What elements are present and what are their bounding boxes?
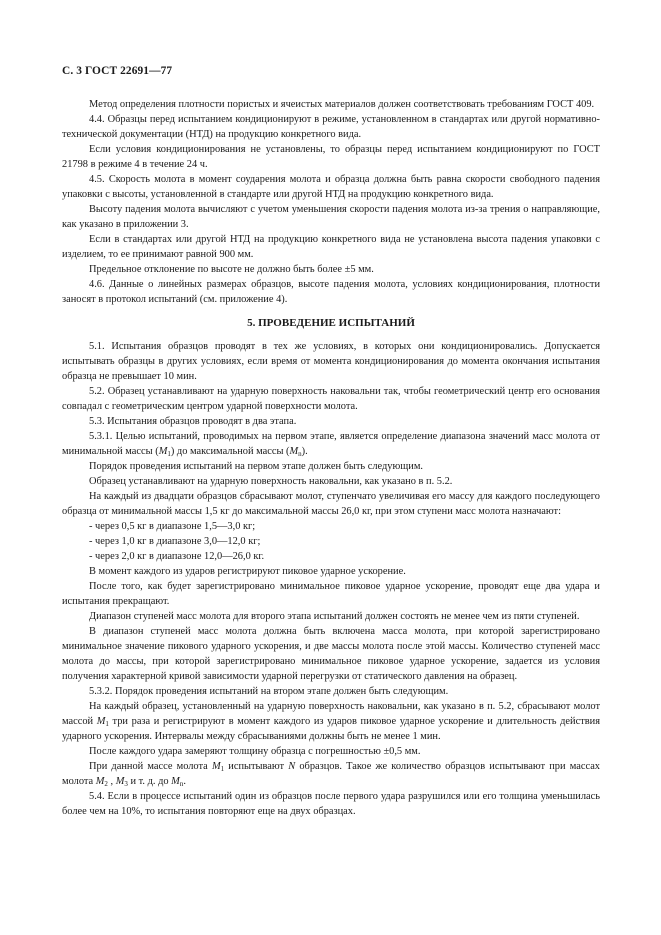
variable: M <box>289 446 299 457</box>
paragraph: Высоту падения молота вычисляют с учетом уменьшения скорости падения молота из-за трения о направляющие, как указано в приложении 3. <box>62 204 600 230</box>
subscript: n <box>298 450 302 458</box>
variable: M <box>211 761 221 772</box>
subscript: 1 <box>105 720 109 728</box>
subscript: 3 <box>124 780 128 788</box>
paragraph: Диапазон ступеней масс молота для второго этапа испытаний должен состоять не менее чем из пяти ступеней. <box>89 611 580 622</box>
paragraph: Если условия кондиционирования не установлены, то образцы перед испытанием кондиционируют по ГОСТ 21798 в режиме 4 в течение 24 ч. <box>62 144 600 170</box>
subscript: 1 <box>167 450 171 458</box>
page-header: С. 3 ГОСТ 22691—77 <box>62 65 173 77</box>
paragraph: На каждый из двадцати образцов сбрасывают молот, ступенчато увеличивая его массу для каждого последующего образца от минимальной массы 1,5 кг до максимальной массы 26,0 кг, при этом ступени масс молота назначают: <box>62 491 600 517</box>
paragraph: Если в стандартах или другой НТД на продукцию конкретного вида не установлена высота падения упаковки с изделием, то ее принимают равной 900 мм. <box>62 234 600 260</box>
paragraph: 5.3.2. Порядок проведения испытаний на втором этапе должен быть следующим. <box>89 686 449 697</box>
paragraph: После каждого удара замеряют толщину образца с погрешностью ±0,5 мм. <box>89 746 421 757</box>
document-page <box>62 64 600 819</box>
text-fragment: , <box>107 776 116 787</box>
paragraph: 5.2. Образец устанавливают на ударную поверхность наковальни так, чтобы геометрический центр его основания совпадал с геометрическим центром ударной поверхности молота. <box>62 386 600 412</box>
subscript: 1 <box>220 765 225 773</box>
subscript: n <box>179 780 184 788</box>
variable: M <box>158 446 168 457</box>
text-fragment: три раза и регистрируют в момент каждого из ударов пиковое ударное ускорение и длительность действия ударного ускорения. Интервалы между сбрасываниями должны быть не менее 1 мин. <box>62 716 600 742</box>
paragraph: В момент каждого из ударов регистрируют пиковое ударное ускорение. <box>89 566 406 577</box>
paragraph: 4.4. Образцы перед испытанием кондиционируют в режиме, установленном в стандартах или другой нормативно-технической документации (НТД) на продукцию конкретного вида. <box>62 114 600 140</box>
variable: N <box>288 761 296 772</box>
variable: M <box>171 776 180 787</box>
section-title: 5. ПРОВЕДЕНИЕ ИСПЫТАНИЙ <box>247 317 415 329</box>
text-fragment: образцов. Такое же количество образцов испытывают при массах молота <box>62 761 601 787</box>
paragraph: Порядок проведения испытаний на первом этапе должен быть следующим. <box>89 461 423 472</box>
section-5 <box>62 339 600 819</box>
variable: M <box>96 716 106 727</box>
text-fragment: и т. д. до <box>127 776 172 787</box>
text-fragment: испытывают <box>224 761 289 772</box>
paragraph: Метод определения плотности пористых и ячеистых материалов должен соответствовать требованиям ГОСТ 409. <box>89 99 595 110</box>
paragraph: 5.1. Испытания образцов проводят в тех же условиях, в которых они кондиционировались. Допускается испытывать образцы в других условиях, если время от момента кондиционирования до момента окончания испытания образца не превышает 10 мин. <box>62 341 600 382</box>
paragraph: 5.4. Если в процессе испытаний один из образцов после первого удара разрушился или его толщина уменьшилась более чем на 10%, то испытания повторяют еще на двух образцах. <box>62 791 600 817</box>
paragraph: 4.6. Данные о линейных размерах образцов, высоте падения молота, условиях кондиционирования, плотности заносят в протокол испытаний (см. приложение 4). <box>62 279 600 305</box>
paragraph <box>62 759 600 789</box>
paragraph <box>62 699 600 744</box>
list-item: - через 0,5 кг в диапазоне 1,5—3,0 кг; <box>89 521 256 532</box>
paragraph: В диапазон ступеней масс молота должна быть включена масса молота, при которой зарегистрировано минимальное значение пикового ударного ускорения, и две массы молота после этой массы. Количество ступеней масс молота до массы, при которой зарегистрировано минимальное пиковое ударное ускорение, задается из условия получения характерной кривой зависимости ударной перегрузки от статического давления на образец. <box>62 626 600 682</box>
text-fragment: При данной массе молота <box>89 761 212 772</box>
text-fragment: . <box>183 776 186 787</box>
text-fragment: ). <box>301 446 308 457</box>
text-fragment: 5.3.1. Целью испытаний, проводимых на первом этапе, является определение диапазона значений масс молота от минимальной массы ( <box>62 431 600 457</box>
section-4-continuation <box>62 97 600 307</box>
variable: M <box>95 776 105 787</box>
list-item: - через 2,0 кг в диапазоне 12,0—26,0 кг. <box>89 551 265 562</box>
paragraph: 4.5. Скорость молота в момент соударения молота и образца должна быть равна скорости свободного падения упаковки с высоты, установленной в стандарте или другой НТД на продукцию конкретного вида. <box>62 174 600 200</box>
text-fragment: ) до максимальной массы ( <box>170 446 290 457</box>
text-fragment: На каждый образец, установленный на ударную поверхность наковальни, как указано в п. 5.2, сбрасывают молот массой <box>62 701 600 727</box>
paragraph: 5.3. Испытания образцов проводят в два этапа. <box>89 416 297 427</box>
paragraph: После того, как будет зарегистрировано минимальное пиковое ударное ускорение, проводят еще два удара и испытания прекращают. <box>62 581 600 607</box>
subscript: 2 <box>104 780 108 788</box>
variable: M <box>115 776 125 787</box>
paragraph: Образец устанавливают на ударную поверхность наковальни, как указано в п. 5.2. <box>89 476 453 487</box>
paragraph: Предельное отклонение по высоте не должно быть более ±5 мм. <box>89 264 374 275</box>
paragraph <box>62 429 600 459</box>
list-item: - через 1,0 кг в диапазоне 3,0—12,0 кг; <box>89 536 261 547</box>
